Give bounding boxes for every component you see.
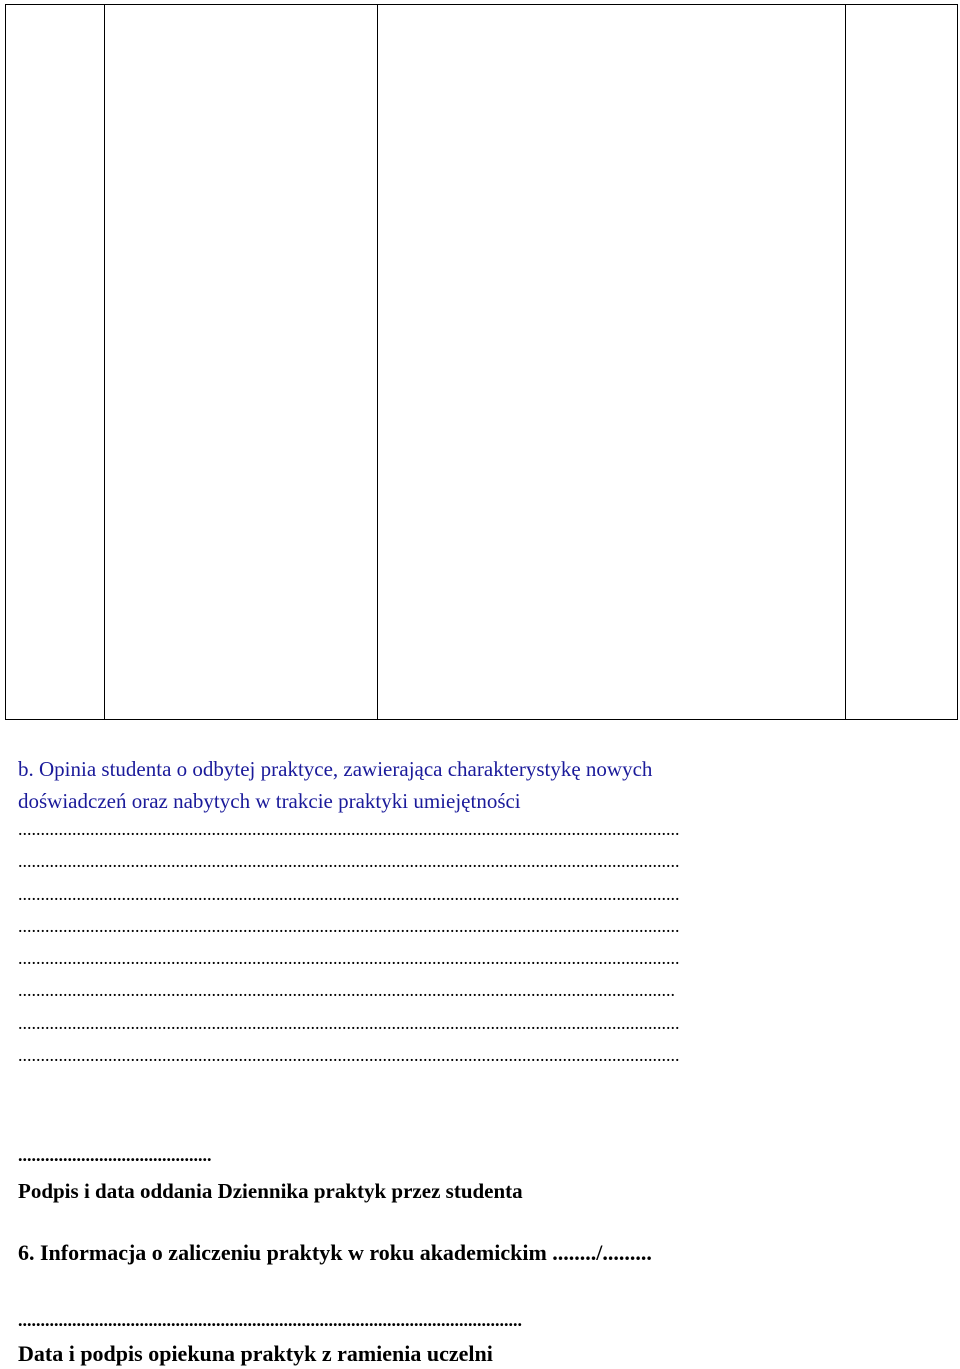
section-b-heading [18,753,948,817]
table-column-divider [104,5,105,719]
dotted-line: ................................................................................................................................................... [18,915,680,936]
dotted-line: ................................................................................................................................................... [18,1045,680,1066]
dotted-line: ................................................................................................................................................... [18,819,680,839]
point-6-heading: 6. Informacja o zaliczeniu praktyk w roku akademickim ......../......... [18,1240,652,1265]
form-table [5,4,958,720]
supervisor-signature-line: ................................................................................................................ [18,1310,522,1330]
section-b-line-1: b. Opinia studenta o odbytej praktyce, zawierająca charakterystykę nowych [18,757,653,781]
student-signature-label: Podpis i data oddania Dziennika praktyk przez studenta [18,1179,523,1203]
table-column-divider [845,5,846,719]
dotted-line: ................................................................................................................................................... [18,948,680,969]
dotted-line: ................................................................................................................................................... [18,1012,680,1033]
student-signature-line: ........................................... [18,1145,212,1165]
table-column-divider [377,5,378,719]
section-b-line-2: doświadczeń oraz nabytych w trakcie praktyki umiejętności [18,789,521,813]
supervisor-signature-label: Data i podpis opiekuna praktyk z ramienia uczelni [18,1341,493,1366]
dotted-line: ................................................................................................................................................... [18,851,680,872]
opinion-writing-area[interactable] [18,813,948,1071]
dotted-line: ................................................................................................................................................... [18,883,680,904]
dotted-line: .................................................................................................................................................. [18,980,675,1001]
